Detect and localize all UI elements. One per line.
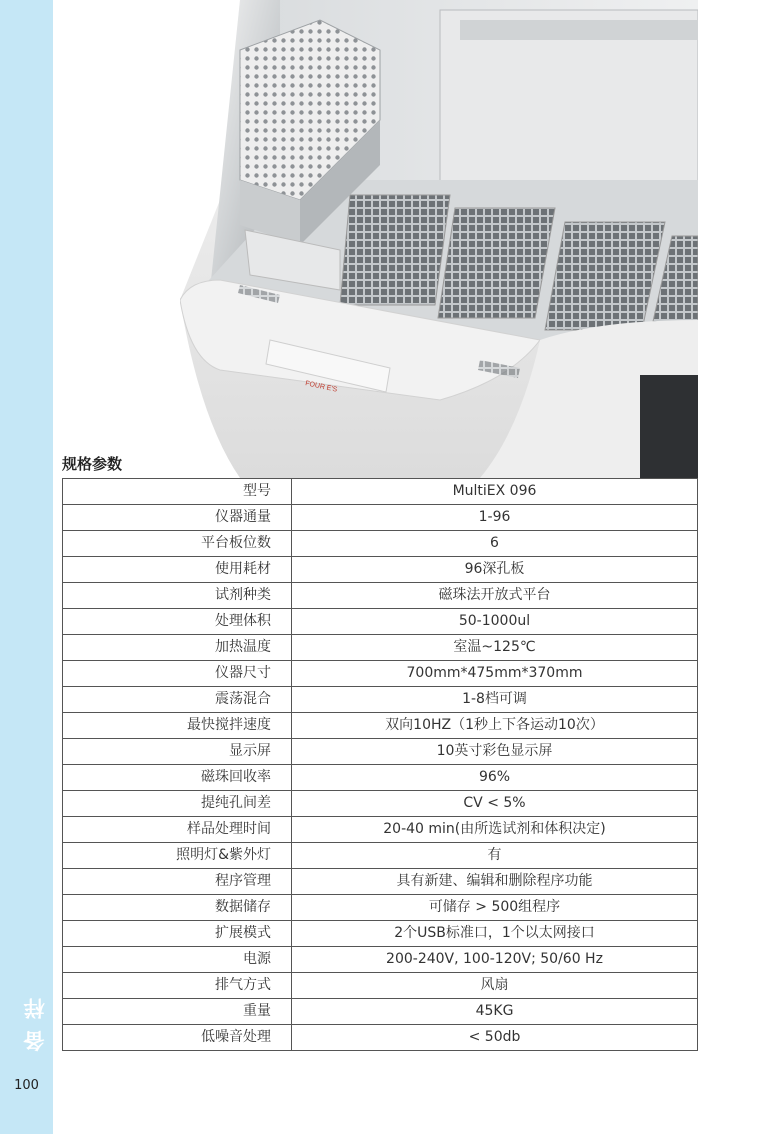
- spec-row: [63, 531, 698, 557]
- spec-value: 1-8档可调: [292, 687, 698, 713]
- spec-row: [63, 869, 698, 895]
- spec-row: [63, 687, 698, 713]
- spec-key: 重量: [63, 999, 292, 1025]
- spec-row: [63, 895, 698, 921]
- spec-value: < 50db: [292, 1025, 698, 1051]
- spec-value: 风扇: [292, 973, 698, 999]
- spec-key: 低噪音处理: [63, 1025, 292, 1051]
- spec-key: 仪器尺寸: [63, 661, 292, 687]
- spec-row: [63, 791, 698, 817]
- spec-value: CV < 5%: [292, 791, 698, 817]
- spec-value: 1-96: [292, 505, 698, 531]
- spec-key: 提纯孔间差: [63, 791, 292, 817]
- section-title: 规格参数: [62, 455, 123, 473]
- spec-value: MultiEX 096: [292, 479, 698, 505]
- spec-value: 2个USB标准口，1个以太网接口: [292, 921, 698, 947]
- spec-row: [63, 609, 698, 635]
- spec-value: 50-1000ul: [292, 609, 698, 635]
- side-band: [0, 0, 53, 1134]
- spec-row: [63, 1025, 698, 1051]
- spec-value: 有: [292, 843, 698, 869]
- spec-value: 700mm*475mm*370mm: [292, 661, 698, 687]
- spec-value: 10英寸彩色显示屏: [292, 739, 698, 765]
- spec-value: 具有新建、编辑和删除程序功能: [292, 869, 698, 895]
- spec-value: 96深孔板: [292, 557, 698, 583]
- spec-key: 仪器通量: [63, 505, 292, 531]
- spec-value: 可储存 > 500组程序: [292, 895, 698, 921]
- spec-row: [63, 713, 698, 739]
- spec-row: [63, 947, 698, 973]
- spec-key: 使用耗材: [63, 557, 292, 583]
- spec-key: 照明灯&紫外灯: [63, 843, 292, 869]
- spec-key: 扩展模式: [63, 921, 292, 947]
- spec-row: [63, 999, 698, 1025]
- spec-value: 室温~125℃: [292, 635, 698, 661]
- spec-key: 排气方式: [63, 973, 292, 999]
- spec-key: 平台板位数: [63, 531, 292, 557]
- spec-key: 磁珠回收率: [63, 765, 292, 791]
- spec-table: [62, 478, 698, 1051]
- spec-value: 双向10HZ（1秒上下各运动10次）: [292, 713, 698, 739]
- spec-key: 处理体积: [63, 609, 292, 635]
- spec-key: 最快搅拌速度: [63, 713, 292, 739]
- spec-value: 200-240V, 100-120V; 50/60 Hz: [292, 947, 698, 973]
- spec-row: [63, 635, 698, 661]
- spec-row: [63, 479, 698, 505]
- instrument-photo: [180, 0, 698, 478]
- spec-key: 加热温度: [63, 635, 292, 661]
- spec-row: [63, 739, 698, 765]
- page-number: 100: [14, 1078, 39, 1093]
- spec-row: [63, 921, 698, 947]
- spec-key: 程序管理: [63, 869, 292, 895]
- spec-value: 96%: [292, 765, 698, 791]
- spec-value: 20-40 min(由所选试剂和体积决定): [292, 817, 698, 843]
- spec-row: [63, 505, 698, 531]
- spec-row: [63, 973, 698, 999]
- spec-key: 电源: [63, 947, 292, 973]
- spec-row: [63, 661, 698, 687]
- spec-row: [63, 583, 698, 609]
- spec-key: 型号: [63, 479, 292, 505]
- spec-key: 震荡混合: [63, 687, 292, 713]
- side-section-label: 备 样: [23, 996, 47, 1052]
- spec-value: 磁珠法开放式平台: [292, 583, 698, 609]
- spec-value: 45KG: [292, 999, 698, 1025]
- svg-text:FOUR E'S: FOUR E'S: [304, 380, 338, 394]
- spec-value: 6: [292, 531, 698, 557]
- spec-key: 数据储存: [63, 895, 292, 921]
- spec-row: [63, 557, 698, 583]
- spec-row: [63, 843, 698, 869]
- spec-key: 样品处理时间: [63, 817, 292, 843]
- spec-row: [63, 765, 698, 791]
- spec-key: 试剂种类: [63, 583, 292, 609]
- spec-row: [63, 817, 698, 843]
- spec-key: 显示屏: [63, 739, 292, 765]
